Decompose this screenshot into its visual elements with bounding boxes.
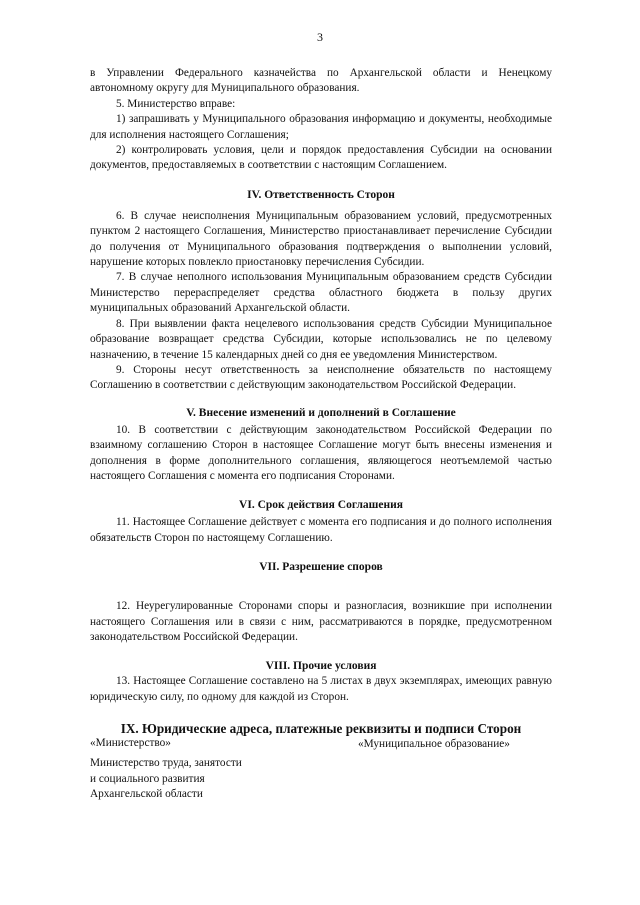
paragraph-10: 10. В соответствии с действующим законодательством Российской Федерации по взаимному соглашению Сторон в настоящее Соглашение могут быть внесены изменения и дополнения в форме дополнительного соглашения, являющегося неотъемлемой частью настоящего Соглашения с момента его подписания Сторонами. (90, 423, 552, 482)
paragraph-5: 5. Министерство вправе: (116, 97, 236, 110)
document-body (90, 66, 552, 736)
ministry-name-line-1: Министерство труда, занятости (90, 757, 242, 770)
paragraph-5-1: 1) запрашивать у Муниципального образования информацию и документы, необходимые для исполнения настоящего Соглашения; (90, 113, 552, 141)
paragraph-6: 6. В случае неисполнения Муниципальным образованием условий, предусмотренных пунктом 2 настоящего Соглашения, Министерство приостанавливает перечисление Субсидии до получения от Муниципального образования подтверждения о выполнении условий, нарушение которых повлекло приостановку перечисления Субсидии. (90, 209, 552, 269)
paragraph-5-2: 2) контролировать условия, цели и порядок предоставления Субсидии на основании документов, предоставляемых в соответствии с настоящим Соглашением. (90, 144, 552, 172)
paragraph-11: 11. Настоящее Соглашение действует с момента его подписания и до полного исполнения обязательств Сторон по настоящему Соглашению. (90, 516, 552, 544)
section-heading-9: IX. Юридические адреса, платежные реквизиты и подписи Сторон (120, 721, 522, 737)
paragraph-13: 13. Настоящее Соглашение составлено на 5 листах в двух экземплярах, имеющих равную юридическую силу, по одному для каждой из Сторон. (90, 675, 552, 703)
paragraph-7: 7. В случае неполного использования Муниципальным образованием средств Субсидии Министерство перераспределяет средства областного бюджета в пользу других муниципальных образований Архангельской области. (90, 271, 552, 315)
ministry-name-line-2: и социального развития (90, 772, 205, 785)
ministry-name-line-3: Архангельской области (90, 788, 203, 801)
paragraph-12: 12. Неурегулированные Сторонами споры и разногласия, возникшие при исполнении настоящего Соглашения или в связи с ним, рассматриваются в порядке, предусмотренном законодательством Российской Федерации. (90, 600, 552, 643)
section-heading-8: VIII. Прочие условия (265, 660, 377, 673)
paragraph-continued: в Управлении Федерального казначейства по Архангельской области и Ненецкому автономному округу для Муниципального образования. (90, 67, 552, 95)
signature-block-ministry (90, 736, 290, 803)
page-number: 3 (317, 30, 323, 44)
municipality-label: «Муниципальное образование» (358, 738, 510, 750)
ministry-label: «Министерство» (90, 737, 171, 749)
signature-block-municipality (358, 737, 578, 752)
section-heading-7: VII. Разрешение споров (259, 561, 383, 574)
section-heading-4: IV. Ответственность Сторон (247, 188, 395, 201)
section-heading-6: VI. Срок действия Соглашения (239, 499, 403, 512)
paragraph-9: 9. Стороны несут ответственность за неисполнение обязательств по настоящему Соглашению в соответствии с действующим законодательством Российской Федерации. (90, 363, 552, 392)
section-heading-5: V. Внесение изменений и дополнений в Соглашение (186, 406, 456, 419)
paragraph-8: 8. При выявлении факта нецелевого использования средств Субсидии Муниципальное образование возвращает средства Субсидии, которые использовались не по целевому назначению, в течение 15 календарных дней со дня ее уведомления Министерством. (90, 317, 552, 361)
